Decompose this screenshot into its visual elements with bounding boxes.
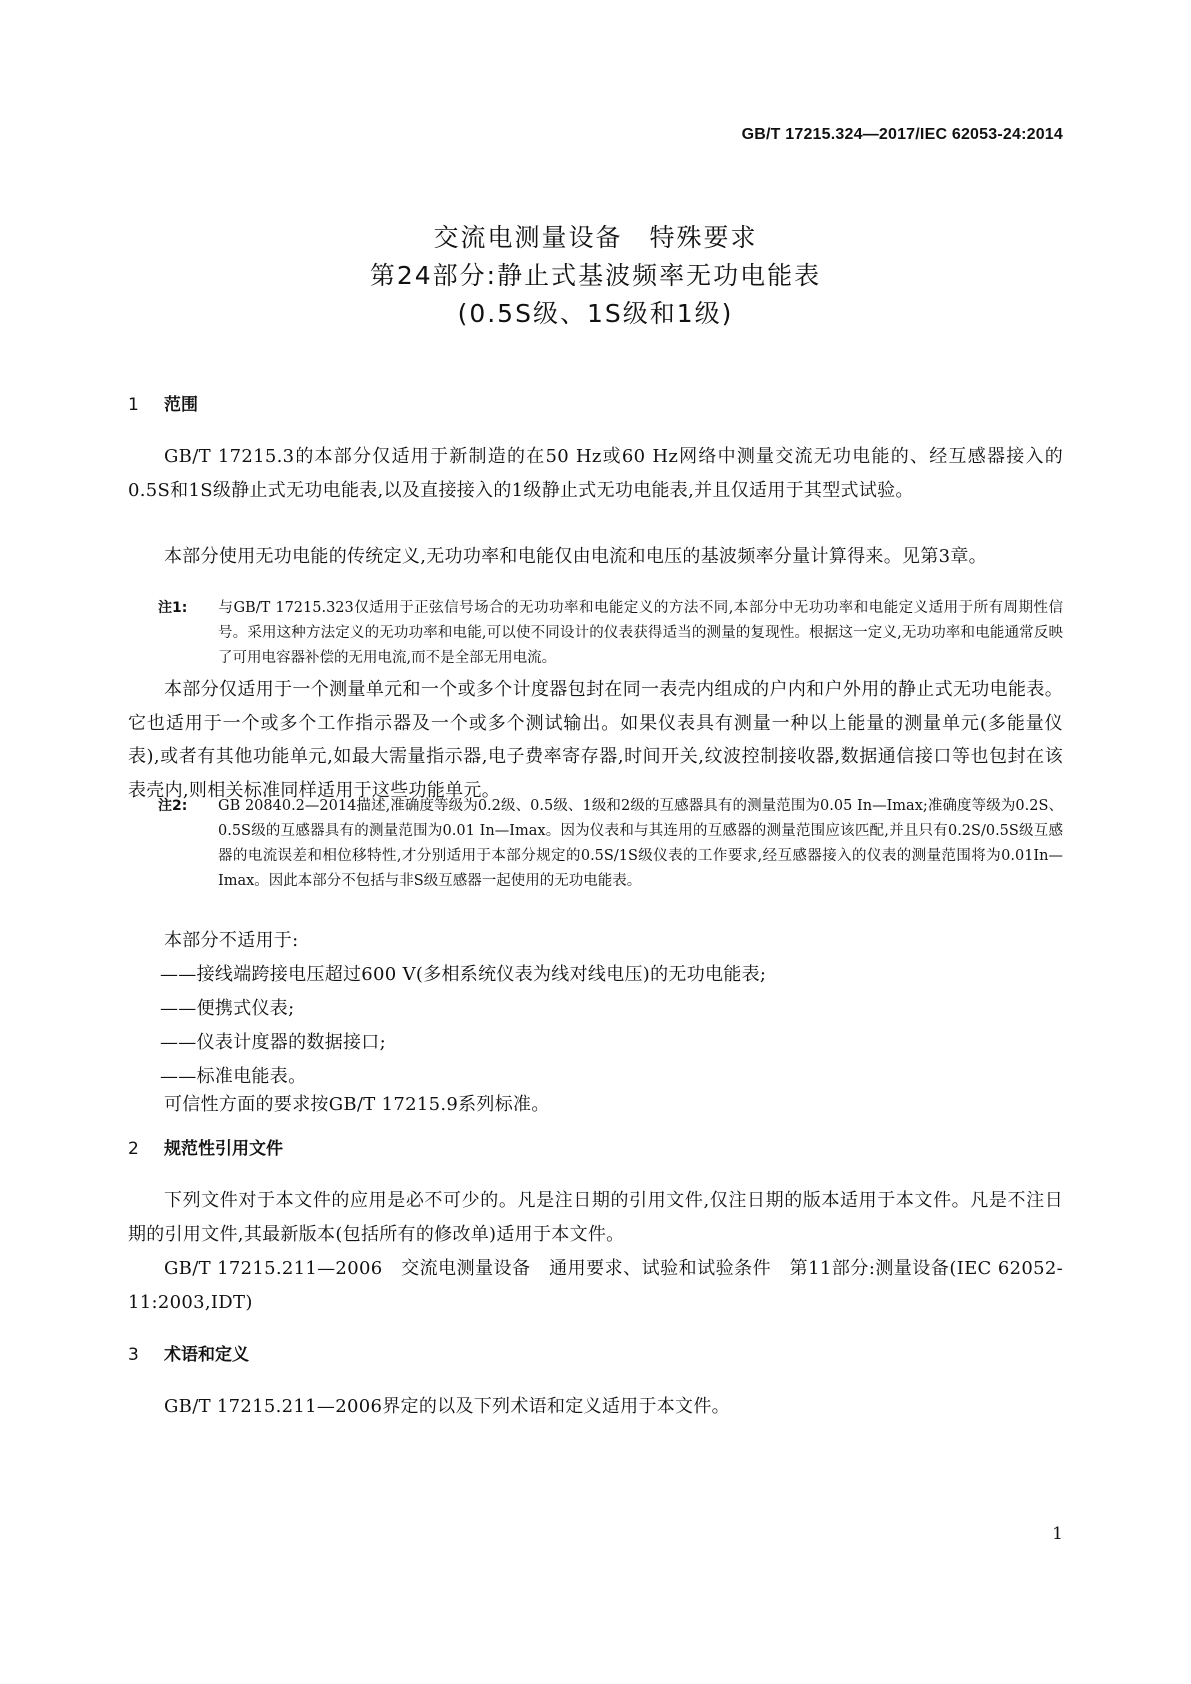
paragraph: 本部分仅适用于一个测量单元和一个或多个计度器包封在同一表壳内组成的户内和户外用的静止式无功电能表。它也适用于一个或多个工作指示器及一个或多个测试输出。如果仪表具有测量一种以上能量的测量单元(多能量仪表),或者有其他功能单元,如最大需量指示器,电子费率寄存器,时间开关,纹波控制接收器,数据通信接口等也包封在该表壳内,则相关标准同样适用于这些功能单元。 <box>128 679 1063 801</box>
paragraph: 可信性方面的要求按GB/T 17215.9系列标准。 <box>164 1094 550 1115</box>
page-number: 1 <box>1052 1524 1063 1544</box>
section-number: 1 <box>128 395 139 415</box>
section-title: 范围 <box>164 395 198 415</box>
section-3-heading <box>128 1340 249 1365</box>
list-item: ——标准电能表。 <box>160 1066 307 1087</box>
paragraph: 下列文件对于本文件的应用是必不可少的。凡是注日期的引用文件,仅注日期的版本适用于本文件。凡是不注日期的引用文件,其最新版本(包括所有的修改单)适用于本文件。 <box>128 1190 1063 1245</box>
paragraph: 本部分不适用于: <box>164 930 299 951</box>
note-text: GB 20840.2—2014描述,准确度等级为0.2级、0.5级、1级和2级的互感器具有的测量范围为0.05 In—Imax;准确度等级为0.2S、0.5S级的互感器具有的测量范围为0.01 In—Imax。因为仪表和与其连用的互感器的测量范围应该匹配,并且只有0.2S/0.5S级互感器的电流误差和相位移特性,才分别适用于本部分规定的0.5S/1S级仪表的工作要求,经互感器接入的仪表的测量范围将为0.01In—Imax。因此本部分不包括与非S级互感器一起使用的无功电能表。 <box>218 798 1063 889</box>
section-1-heading <box>128 390 198 415</box>
note-1 <box>158 596 1063 671</box>
section-title: 术语和定义 <box>164 1345 249 1365</box>
title-line-1: 交流电测量设备 特殊要求 <box>433 223 758 252</box>
reference-entry: GB/T 17215.211—2006 交流电测量设备 通用要求、试验和试验条件 第11部分:测量设备(IEC 62052-11:2003,IDT) <box>128 1258 1063 1313</box>
note-2 <box>158 794 1063 894</box>
standard-number: GB/T 17215.324—2017/IEC 62053-24:2014 <box>741 126 1063 143</box>
section-number: 2 <box>128 1139 139 1159</box>
title-line-3: (0.5S级、1S级和1级) <box>457 299 734 328</box>
note-label: 注2: <box>158 798 188 814</box>
section-title: 规范性引用文件 <box>164 1139 283 1159</box>
note-text: 与GB/T 17215.323仅适用于正弦信号场合的无功功率和电能定义的方法不同,本部分中无功功率和电能定义适用于所有周期性信号。采用这种方法定义的无功功率和电能,可以使不同设计的仪表获得适当的测量的复现性。根据这一定义,无功功率和电能通常反映了可用电容器补偿的无用电流,而不是全部无用电流。 <box>218 600 1063 666</box>
paragraph: GB/T 17215.3的本部分仅适用于新制造的在50 Hz或60 Hz网络中测量交流无功电能的、经互感器接入的0.5S和1S级静止式无功电能表,以及直接接入的1级静止式无功电能表,并且仅适用于其型式试验。 <box>128 446 1063 501</box>
title-line-2: 第24部分:静止式基波频率无功电能表 <box>369 261 822 290</box>
list-item: ——仪表计度器的数据接口; <box>160 1032 386 1053</box>
list-item: ——接线端跨接电压超过600 V(多相系统仪表为线对线电压)的无功电能表; <box>160 964 767 985</box>
paragraph: 本部分使用无功电能的传统定义,无功功率和电能仅由电流和电压的基波频率分量计算得来。见第3章。 <box>164 546 987 567</box>
note-label: 注1: <box>158 600 188 616</box>
list-item: ——便携式仪表; <box>160 998 295 1019</box>
section-2-heading <box>128 1134 283 1159</box>
paragraph: GB/T 17215.211—2006界定的以及下列术语和定义适用于本文件。 <box>164 1396 730 1417</box>
section-number: 3 <box>128 1345 139 1365</box>
